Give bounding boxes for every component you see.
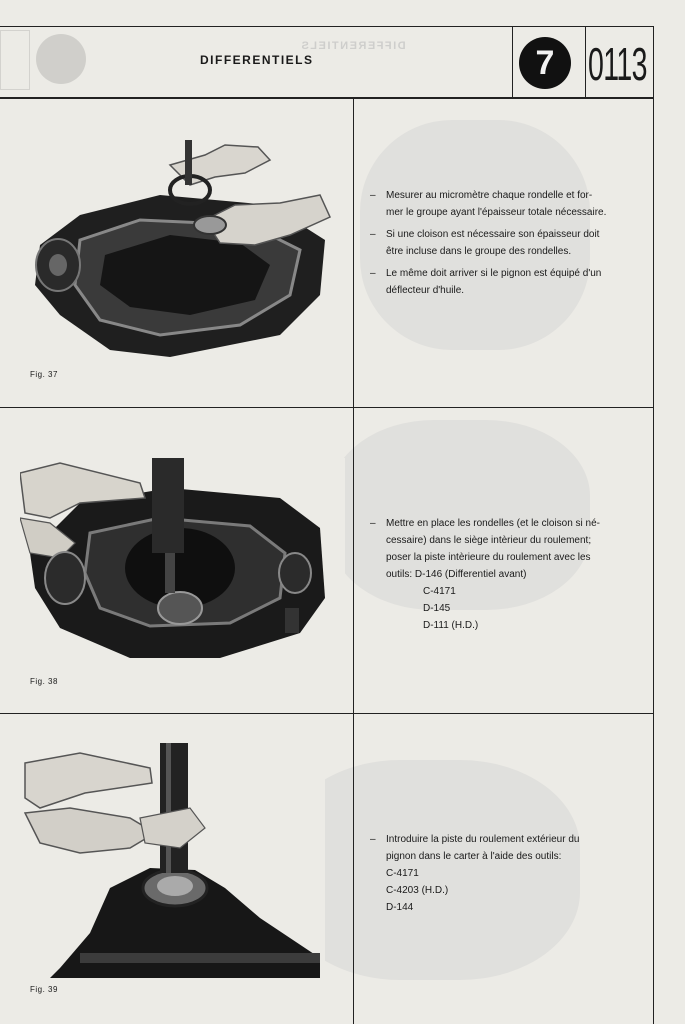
list-item: – Le même doit arriver si le pignon est équipé d'un <box>370 268 602 279</box>
list-item-continuation: pignon dans le carter à l'aide des outils: <box>386 851 562 862</box>
tool-code: D-144 <box>386 902 414 913</box>
figure-39-photo <box>20 738 325 978</box>
list-item-continuation: cessaire) dans le siège intèrieur du roulement; <box>386 535 592 546</box>
list-item: – Mettre en place les rondelles (et le cloison si né- <box>370 518 600 529</box>
list-item-continuation: mer le groupe ayant l'épaisseur totale nécessaire. <box>386 207 607 218</box>
list-item: – Mesurer au micromètre chaque rondelle et for- <box>370 190 593 201</box>
figure-37-label: Fig. 37 <box>30 370 58 379</box>
section-divider <box>0 407 653 408</box>
header-bottom-rule <box>0 97 653 99</box>
list-item-continuation: poser la piste intèrieure du roulement avec les <box>386 552 591 563</box>
tool-code: D-145 <box>423 603 451 614</box>
page-number: 0113 <box>588 38 647 90</box>
tool-code: C-4171 <box>423 586 456 597</box>
section-39-text <box>370 831 650 916</box>
list-item: – Introduire la piste du roulement extérieur du <box>370 834 580 845</box>
tool-code: D-111 (H.D.) <box>423 620 479 631</box>
column-divider <box>353 99 354 1024</box>
list-item-continuation: être incluse dans le groupe des rondelles. <box>386 246 572 257</box>
bleed-through-header <box>0 30 100 88</box>
bleed-through-title: DIFFERENTIELS <box>300 40 406 52</box>
section-38-text <box>370 515 650 634</box>
page-title: DIFFERENTIELS <box>200 53 314 67</box>
chapter-badge: 7 <box>519 37 571 89</box>
section-divider <box>0 713 653 714</box>
figure-38-label: Fig. 38 <box>30 677 58 686</box>
tool-code: C-4203 (H.D.) <box>386 885 449 896</box>
list-item: – Si une cloison est nécessaire son épaisseur doit <box>370 229 600 240</box>
tool-code: C-4171 <box>386 868 419 879</box>
figure-38-photo <box>20 458 345 673</box>
list-item-continuation: déflecteur d'huile. <box>386 285 465 296</box>
figure-37-photo <box>20 125 340 365</box>
figure-39-label: Fig. 39 <box>30 985 58 994</box>
list-item-continuation: outils: D-146 (Differentiel avant) <box>386 569 527 580</box>
page-right-rule <box>653 26 654 1024</box>
section-37-text <box>370 187 650 299</box>
